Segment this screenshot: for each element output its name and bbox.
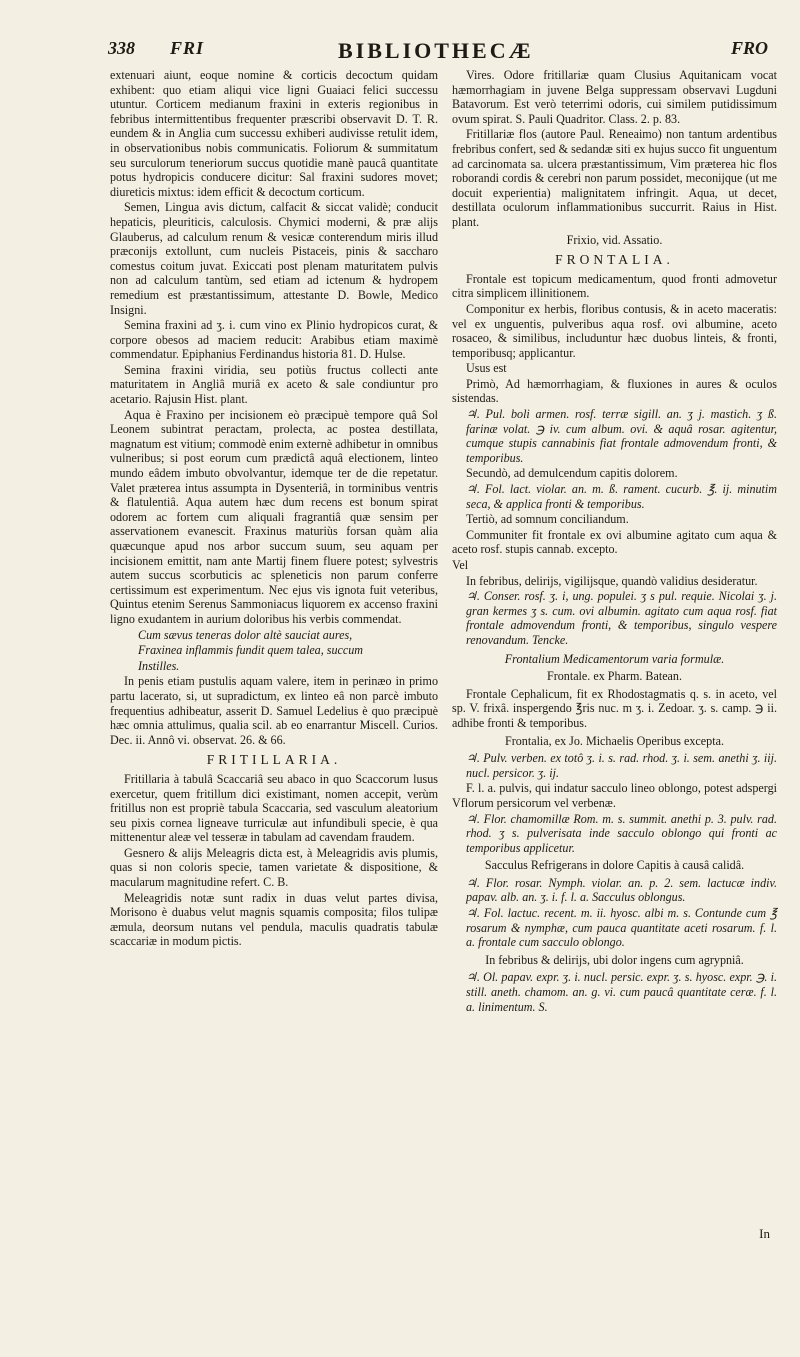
right-paragraph: Vires. Odore fritillariæ quam Clusius Aquitanicam vocat hæmorrhagiam in juvene Belga suppressam observavi Lugduni Batavorum. Est verò teterrimi odoris, cui similem putidissimum ovum spirat. S. Pauli Quadritor. Class. 2. p. 83. (452, 68, 777, 126)
left-paragraph: Fritillaria à tabulâ Scaccariâ seu abaco in quo Scaccorum lusus exercetur, quem fritillum dici existimant, nomen accepit, verùm fritillus non est propriè tabula Scaccaria, sed vasculum aleatorium seu pixis cornea ligneave turriculæ aut infundibuli specie, è qua mittenentur aleæ vel tesseræ in tabulam ad cavendam fraudem. (110, 771, 438, 845)
centered-line: Frontale. ex Pharm. Batean. (546, 669, 682, 684)
verse-line: Instilles. (138, 658, 180, 673)
left-paragraph: Gesnero & alijs Meleagris dicta est, à Meleagridis avis plumis, quas si non coloris specie, tamen varietate & dispositione, & macularum magnitudine refert. C. B. (110, 845, 438, 890)
recipe-paragraph: ♃. Pul. boli armen. rosf. terræ sigill. an. ʒ j. mastich. ʒ ß. farinæ volat. ℈ iv. cum album. ovi. & aquâ rosar. agitentur, cumque stupis cannabinis fiat frontale admovendum fronti, & temporibus. (466, 407, 777, 465)
left-paragraph: Semina fraxini ad ʒ. i. cum vino ex Plinio hydropicos curat, & corpore obesos ad maciem reducit: Arabibus etiam maximè commendatur. Epiphanius Ferdinandus historia 81. D. Hulse. (110, 318, 438, 362)
right-paragraph: In febribus, delirijs, vigilijsque, quandò validius desideratur. (466, 573, 758, 588)
section-heading: FRONTALIA. (555, 252, 674, 268)
header-title: BIBLIOTHECÆ (338, 38, 534, 63)
recipe-paragraph: ♃. Fol. lactuc. recent. m. ii. hyosc. albi m. s. Contunde cum ℥ rosarum & nymphæ, cum pauca quantitate aceti rosarum. f. l. a. frontale cum sacculo oblongo. (466, 906, 777, 950)
recipe-paragraph: ♃. Fol. lact. violar. an. m. ß. rament. cucurb. ℥. ij. minutim seca, & applica fronti & temporibus. (466, 482, 777, 511)
left-paragraph: Aqua è Fraxino per incisionem eò præcipuè tempore quâ Sol Leonem subintrat peractam, prolecta, ac postea destillata, magnatum est vitium; commodè enim externè adhibetur in omnibus vulneribus; si post eorum cum prædictâ aquâ electionem, linteo mundo eâdem imbuto obvolvantur, idemque ter de die repetatur. Valet præterea intus assumpta in Dysenteriâ, in torminibus ventris & flatulentiâ. Aqua autem hæc dum recens est bonum spirat odorem ac fortem cum aliquali fragrantiâ quæ sensim per asservationem evanescit. Fraxinus maturiùs forsan quàm alia quæcunque apud nos arbor succum suum, seu aquam per incisionem emittit, nam ante Martij finem fluere potest; sylvestris autem succus scorbuticis ac spleneticis non parum conferre certissimum est experimentum. Nec ejus vis ignota fuit veteribus, Quintus etenim Serenus Sammoniacus liquorem ex accenso fraxini ligno exudantem in aurium doloribus his verbis commendat. (110, 407, 438, 626)
right-paragraph: Tertiò, ad somnum conciliandum. (466, 512, 629, 527)
centered-line: Sacculus Refrigerans in dolore Capitis à causâ calidâ. (484, 858, 745, 873)
recipe-paragraph: ♃. Flor. rosar. Nymph. violar. an. p. 2. sem. lactucæ indiv. papav. alb. an. ʒ. i. f. l. a. Sacculus oblongus. (466, 875, 777, 905)
section-heading: FRITILLARIA. (206, 752, 342, 768)
page-number: 338 (108, 38, 135, 58)
left-paragraph: Semen, Lingua avis dictum, calfacit & siccat validè; conducit hepaticis, pleuriticis, calculosis. Chymici moderni, & præ alijs Glauberus, ad calculum renum & vesicæ conterendum miris illud præconijs extollunt, cum nucleis Pistaceis, pinis & saccharo comestus coitum juvat. Exiccati post plenam maturitatem pulvis non ad calculum tantùm, sed etiam ad ictenum & hydropem remedium est præstantissimum, attestante D. Bowle, Medico Insigni. (110, 200, 438, 317)
right-paragraph: F. l. a. pulvis, qui indatur sacculo lineo oblongo, potest adspergi Vflorum persicorum vel verbenæ. (452, 781, 777, 810)
verse-line: Cum sævus teneras dolor altè sauciat aures, (138, 627, 353, 642)
right-paragraph: Vel (452, 558, 469, 572)
right-paragraph: Secundò, ad demulcendum capitis dolorem. (466, 466, 678, 481)
left-paragraph: Semina fraxini viridia, seu potiùs fructus collecti ante maturitatem in Angliâ muriâ ex aceto & sale condiuntur pro acetario. Rajusin Hist. plant. (110, 362, 438, 407)
right-paragraph: Primò, Ad hæmorrhagiam, & fluxiones in aures & oculos sistendas. (452, 376, 777, 406)
recipe-paragraph: ♃. Pulv. verben. ex totô ʒ. i. s. rad. rhod. ʒ. i. sem. anethi ʒ. iij. nucl. persicor. ʒ. ij. (466, 751, 777, 780)
verse-line: Fraxinea inflammis fundit quem talea, succum (138, 643, 364, 658)
recipe-paragraph: ♃. Flor. chamomillæ Rom. m. s. summit. anethi p. 3. pulv. rad. rhod. ʒ s. pulverisata inde sacculo oblongo qui fronti ac temporibus applicetur. (466, 811, 777, 855)
header-left-word: FRI (170, 38, 205, 58)
right-paragraph: Componitur ex herbis, floribus contusis, & in aceto maceratis: vel ex unguentis, pulveribus aqua rosf. ovi albumine, aceto rosaceo, & similibus, includuntur hæc duobus linteis, & fronti, temporibusq; applicantur. (452, 301, 777, 360)
right-paragraph: Communiter fit frontale ex ovi albumine agitato cum aqua & aceto rosf. stupis cannab. excepto. (452, 527, 777, 557)
running-header (108, 38, 768, 68)
centered-line: Frixio, vid. Assatio. (566, 232, 663, 247)
left-paragraph: Meleagridis notæ sunt radix in duas velut partes divisa, Morisono è duabus velut magnis squamis composita; filos tulipæ æmula, deorsum nutans vel pendula, maculis quadratis tabulæ scaccariæ in modum pictis. (110, 890, 438, 949)
left-column (110, 68, 438, 950)
centered-line: In febribus & delirijs, ubi dolor ingens cum agrypniâ. (485, 952, 744, 967)
right-paragraph: Frontale Cephalicum, fit ex Rhodostagmatis q. s. in aceto, vel sp. V. frixâ. inspergendo ℥ris nuc. m ʒ. i. Zedoar. ʒ. s. camp. ℈ ii. adhibe fronti & temporibus. (452, 686, 777, 730)
left-paragraph: extenuari aiunt, eoque nomine & corticis decoctum quidam exhibent: quo etiam aliqui vice ligni Guaiaci felici successu utuntur. Corticem medianum fraxini in exteris regionibus in febribus intermittentibus frequenter præscribi observavit D. T. R. eundem & in Anglia cum successu exhiberi audivisse retulit idem, in observationibus nobis communicatis. Foliorum & summitatum seu surculorum teneriorum succus quotidie manè paucâ quantitate potus hydropicis conducere dicitur: Sal fraxini sudores movet; diureticis mixtus: idem efficit & decoctum corticum. (110, 68, 438, 199)
right-column (452, 68, 777, 1015)
right-paragraph: Frontale est topicum medicamentum, quod fronti admovetur citra simplicem illinitionem. (452, 271, 777, 301)
recipe-paragraph: ♃. Conser. rosf. ʒ. i, ung. populei. ʒ s pul. requie. Nicolai ʒ. j. gran kermes ʒ s. cum. ovi albumin. agitato cum aqua rosf. fiat frontale admovendum fronti, & temporibus, singulo vespere renovandum. Tencke. (466, 589, 777, 647)
left-paragraph: In penis etiam pustulis aquam valere, item in perinæo in primo partu lacerato, si, ut supradictum, ex linteo eâ non parcè imbuto frequentius adhibeatur, asserit D. Samuel Ledelius è quo præcipuè hæc omnia attulimus, qualia scil. ab eo enarrantur Miscell. Curios. Dec. ii. Annô vi. observat. 26. & 66. (110, 674, 438, 747)
recipe-paragraph: ♃. Ol. papav. expr. ʒ. i. nucl. persic. expr. ʒ. s. hyosc. expr. ℈. i. still. aneth. chamom. an. g. vi. cum paucâ quantitate ceræ. f. l. a. linimentum. S. (466, 970, 777, 1014)
header-right-word: FRO (730, 38, 768, 58)
right-paragraph: Usus est (466, 361, 507, 376)
right-paragraph: Fritillariæ flos (autore Paul. Reneaimo) non tantum ardentibus frebribus confert, sed & sedandæ siti ex hujus succo fit unguentum ad carcinomata sa. ulcera præstantissimum, Vim præterea hic flos roborandi cordis & cerebri non parum possidet, meconijque (ut me docuit experientia) malignitatem infringit. Aqua, ut decet, destillata oculorum inflammationibus succurrit. Raius in Hist. plant. (452, 127, 777, 229)
subsection-heading: Frontalium Medicamentorum varia formulæ. (504, 651, 725, 666)
centered-line: Frontalia, ex Jo. Michaelis Operibus excepta. (505, 733, 724, 748)
catchword: In (759, 1226, 770, 1241)
